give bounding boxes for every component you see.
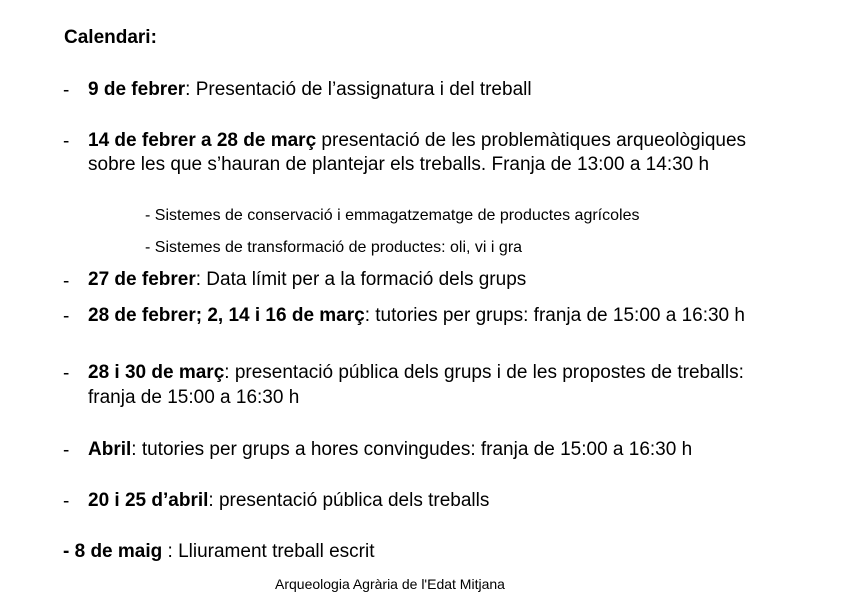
bullet-dash: - <box>63 440 70 461</box>
item-text: : presentació pública dels treballs <box>208 490 490 511</box>
bullet-dash: - <box>63 306 70 327</box>
item-date: 20 i 25 d’abril <box>88 490 209 511</box>
calendar-item <box>88 129 746 153</box>
bullet-dash: - <box>63 271 70 292</box>
item-text: presentació de les problemàtiques arqueològiques <box>316 130 747 151</box>
calendar-item <box>88 489 489 513</box>
bullet-dash: - <box>63 491 70 512</box>
sub-item: - Sistemes de conservació i emmagatzematge de productes agrícoles <box>145 207 640 224</box>
item-date: 9 de febrer <box>88 79 186 100</box>
calendar-item <box>63 540 375 564</box>
item-date: 14 de febrer a 28 de març <box>88 130 317 151</box>
calendar-item-continuation: sobre les que s’hauran de plantejar els treballs. Franja de 13:00 a 14:30 h <box>88 154 710 175</box>
calendar-item <box>88 78 532 102</box>
calendar-item <box>88 361 744 385</box>
item-text: : tutories per grups: franja de 15:00 a 16:30 h <box>364 305 745 326</box>
calendar-item <box>88 268 526 292</box>
item-text: : presentació pública dels grups i de les propostes de treballs: <box>224 362 744 383</box>
item-text: : Data límit per a la formació dels grups <box>195 269 527 290</box>
item-date: 28 de febrer; 2, 14 i 16 de març <box>88 305 365 326</box>
item-date: 27 de febrer <box>88 269 196 290</box>
calendar-item-continuation: franja de 15:00 a 16:30 h <box>88 387 300 408</box>
item-text: : Presentació de l’assignatura i del treball <box>185 79 532 100</box>
calendar-item <box>88 304 745 328</box>
item-text: : tutories per grups a hores convingudes: franja de 15:00 a 16:30 h <box>131 439 693 460</box>
bullet-dash: - <box>63 80 70 101</box>
calendar-heading: Calendari: <box>64 27 157 48</box>
page-footer: Arqueologia Agrària de l'Edat Mitjana <box>275 576 505 592</box>
item-text: : Lliurament treball escrit <box>162 541 375 562</box>
item-date: Abril <box>88 439 132 460</box>
item-date: - 8 de maig <box>63 541 163 562</box>
item-date: 28 i 30 de març <box>88 362 225 383</box>
calendar-item <box>88 438 692 462</box>
sub-item: - Sistemes de transformació de productes: oli, vi i gra <box>145 239 523 256</box>
bullet-dash: - <box>63 131 70 152</box>
bullet-dash: - <box>63 363 70 384</box>
